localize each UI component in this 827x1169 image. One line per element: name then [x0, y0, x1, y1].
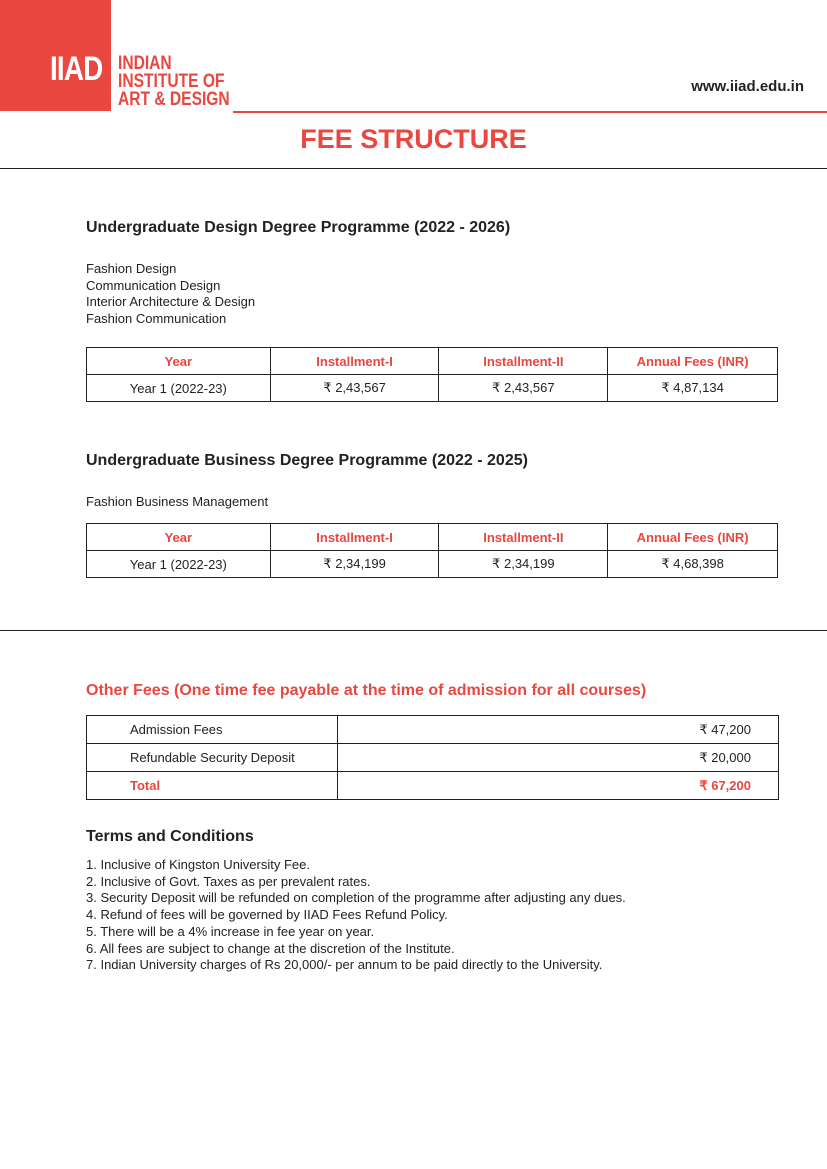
terms-item: 3. Security Deposit will be refunded on completion of the programme after adjusting any dues. — [86, 890, 626, 906]
fee-label: Refundable Security Deposit — [87, 744, 338, 772]
table-cell: Year 1 (2022-23) — [87, 551, 271, 578]
fee-amount: ₹ 20,000 — [337, 744, 778, 772]
logo-line: ART & DESIGN — [118, 89, 230, 110]
table-cell: ₹ 4,87,134 — [608, 375, 778, 402]
table-row — [87, 375, 778, 402]
terms-list — [86, 857, 626, 974]
column-header: Installment-II — [439, 348, 608, 375]
website-link[interactable]: www.iiad.edu.in — [691, 78, 804, 95]
terms-item: 1. Inclusive of Kingston University Fee. — [86, 857, 310, 872]
logo-line: INSTITUTE OF — [118, 71, 225, 92]
total-label: Total — [87, 772, 338, 800]
column-header: Installment-I — [270, 348, 439, 375]
logo-name — [118, 55, 230, 109]
course-item: Fashion Communication — [86, 311, 227, 327]
course-item: Fashion Business Management — [86, 494, 269, 509]
table-row — [87, 716, 779, 744]
terms-item: 7. Indian University charges of Rs 20,000/- per annum to be paid directly to the University. — [86, 957, 603, 973]
course-item: Interior Architecture & Design — [86, 294, 256, 310]
total-row — [87, 772, 779, 800]
terms-item: 5. There will be a 4% increase in fee year on year. — [86, 923, 375, 939]
other-fees-table — [86, 715, 779, 800]
header-rule — [233, 111, 827, 113]
table-cell: ₹ 2,43,567 — [439, 375, 608, 402]
table-header-row — [87, 524, 778, 551]
table-cell: Year 1 (2022-23) — [87, 375, 271, 402]
column-header: Year — [87, 524, 271, 551]
table-cell: ₹ 2,43,567 — [270, 375, 439, 402]
total-amount: ₹ 67,200 — [337, 772, 778, 800]
business-course-list — [86, 494, 268, 511]
course-item: Fashion Design — [86, 261, 177, 276]
terms-heading: Terms and Conditions — [86, 828, 254, 845]
column-header: Annual Fees (INR) — [608, 524, 778, 551]
divider — [0, 630, 827, 631]
terms-item: 4. Refund of fees will be governed by IIAD Fees Refund Policy. — [86, 907, 448, 923]
table-header-row — [87, 348, 778, 375]
design-course-list — [86, 261, 255, 328]
terms-item: 6. All fees are subject to change at the discretion of the Institute. — [86, 940, 455, 956]
column-header: Annual Fees (INR) — [608, 348, 778, 375]
fee-amount: ₹ 47,200 — [337, 716, 778, 744]
table-row — [87, 744, 779, 772]
other-fees-heading: Other Fees (One time fee payable at the time of admission for all courses) — [86, 682, 647, 699]
table-cell: ₹ 2,34,199 — [270, 551, 439, 578]
column-header: Installment-I — [270, 524, 439, 551]
course-item: Communication Design — [86, 277, 221, 293]
design-fee-table — [86, 347, 778, 402]
design-programme-heading: Undergraduate Design Degree Programme (2022 - 2026) — [86, 219, 511, 236]
table-cell: ₹ 2,34,199 — [439, 551, 608, 578]
divider — [0, 168, 827, 169]
table-cell: ₹ 4,68,398 — [608, 551, 778, 578]
column-header: Installment-II — [439, 524, 608, 551]
page-title: FEE STRUCTURE — [300, 124, 527, 154]
column-header: Year — [87, 348, 271, 375]
business-programme-heading: Undergraduate Business Degree Programme (2022 - 2025) — [86, 452, 528, 469]
table-row — [87, 551, 778, 578]
terms-item: 2. Inclusive of Govt. Taxes as per prevalent rates. — [86, 873, 371, 889]
logo-line: INDIAN — [118, 53, 172, 74]
business-fee-table — [86, 523, 778, 578]
logo-mark: IIAD — [50, 50, 103, 88]
fee-label: Admission Fees — [87, 716, 338, 744]
